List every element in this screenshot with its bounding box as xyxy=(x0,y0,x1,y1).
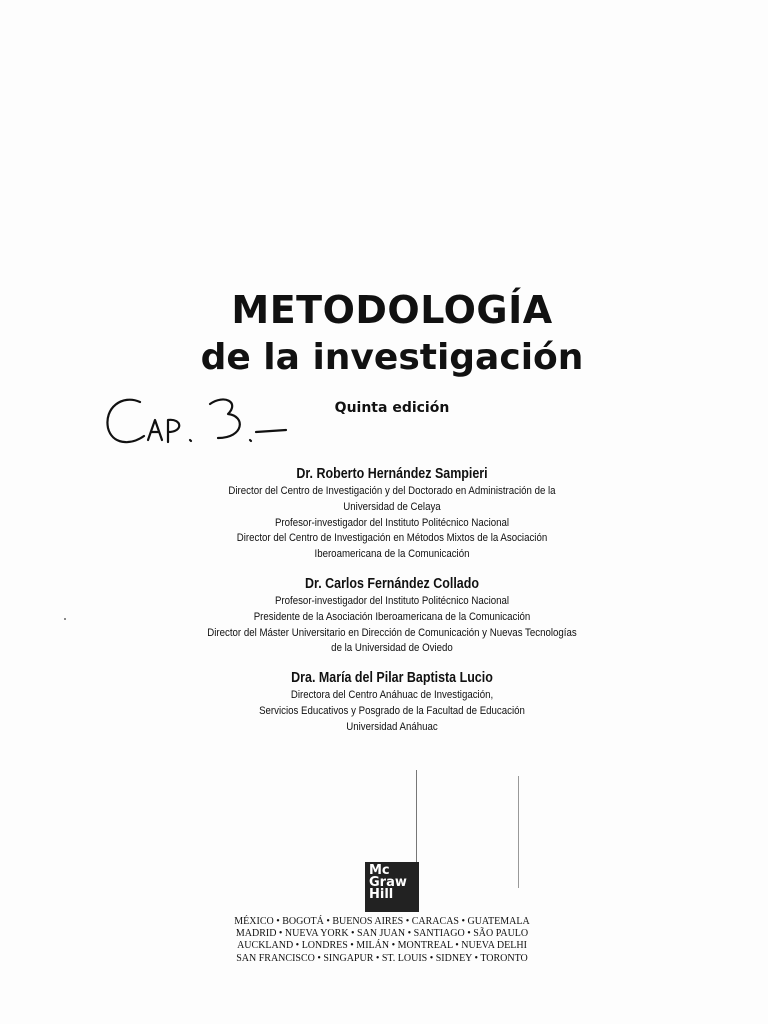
scan-artifact-line xyxy=(518,776,519,888)
handwritten-note xyxy=(100,388,300,458)
book-subtitle: de la investigación xyxy=(200,337,584,378)
author-affiliation: Director del Máster Universitario en Dirección de Comunicación y Nuevas Tecnologías xyxy=(207,626,577,639)
author-affiliation: Director del Centro de Investigación y del Doctorado en Administración de la xyxy=(228,485,556,497)
author-block xyxy=(0,668,768,735)
author-name: Dr. Carlos Fernández Collado xyxy=(305,576,479,592)
publisher-logo xyxy=(365,862,419,912)
author-affiliation: Profesor-investigador del Instituto Politécnico Nacional xyxy=(274,516,510,529)
cities-line: SAN FRANCISCO • SINGAPUR • ST. LOUIS • SIDNEY • TORONTO xyxy=(236,952,528,964)
author-affiliation: Directora del Centro Anáhuac de Investigación, xyxy=(290,689,494,701)
logo-text: Graw xyxy=(369,875,407,890)
author-affiliation: Servicios Educativos y Posgrado de la Facultad de Educación xyxy=(259,704,525,717)
author-block xyxy=(0,574,768,657)
book-title: METODOLOGÍA xyxy=(231,288,553,332)
author-block xyxy=(0,464,768,563)
cities-line: MÉXICO • BOGOTÁ • BUENOS AIRES • CARACAS • GUATEMALA xyxy=(234,916,530,927)
author-affiliation: Iberoamericana de la Comunicación xyxy=(314,548,470,561)
edition-label: Quinta edición xyxy=(334,400,450,416)
cities-line: AUCKLAND • LONDRES • MILÁN • MONTREAL • NUEVA DELHI xyxy=(237,940,527,952)
author-affiliation: Director del Centro de Investigación en Métodos Mixtos de la Asociación xyxy=(236,532,548,545)
scan-artifact-speck xyxy=(64,618,66,620)
author-affiliation: de la Universidad de Oviedo xyxy=(331,642,453,655)
author-name: Dra. María del Pilar Baptista Lucio xyxy=(291,670,493,686)
author-affiliation: Presidente de la Asociación Iberoamericana de la Comunicación xyxy=(253,610,531,623)
author-affiliation: Profesor-investigador del Instituto Politécnico Nacional xyxy=(274,595,510,607)
author-affiliation: Universidad de Celaya xyxy=(343,500,441,513)
logo-text: Hill xyxy=(369,887,394,902)
author-name: Dr. Roberto Hernández Sampieri xyxy=(296,466,488,482)
author-affiliation: Universidad Anáhuac xyxy=(346,720,438,733)
logo-text: Mc xyxy=(369,863,390,878)
cities-line: MADRID • NUEVA YORK • SAN JUAN • SANTIAGO • SÃO PAULO xyxy=(235,928,529,940)
publisher-cities xyxy=(232,916,532,965)
